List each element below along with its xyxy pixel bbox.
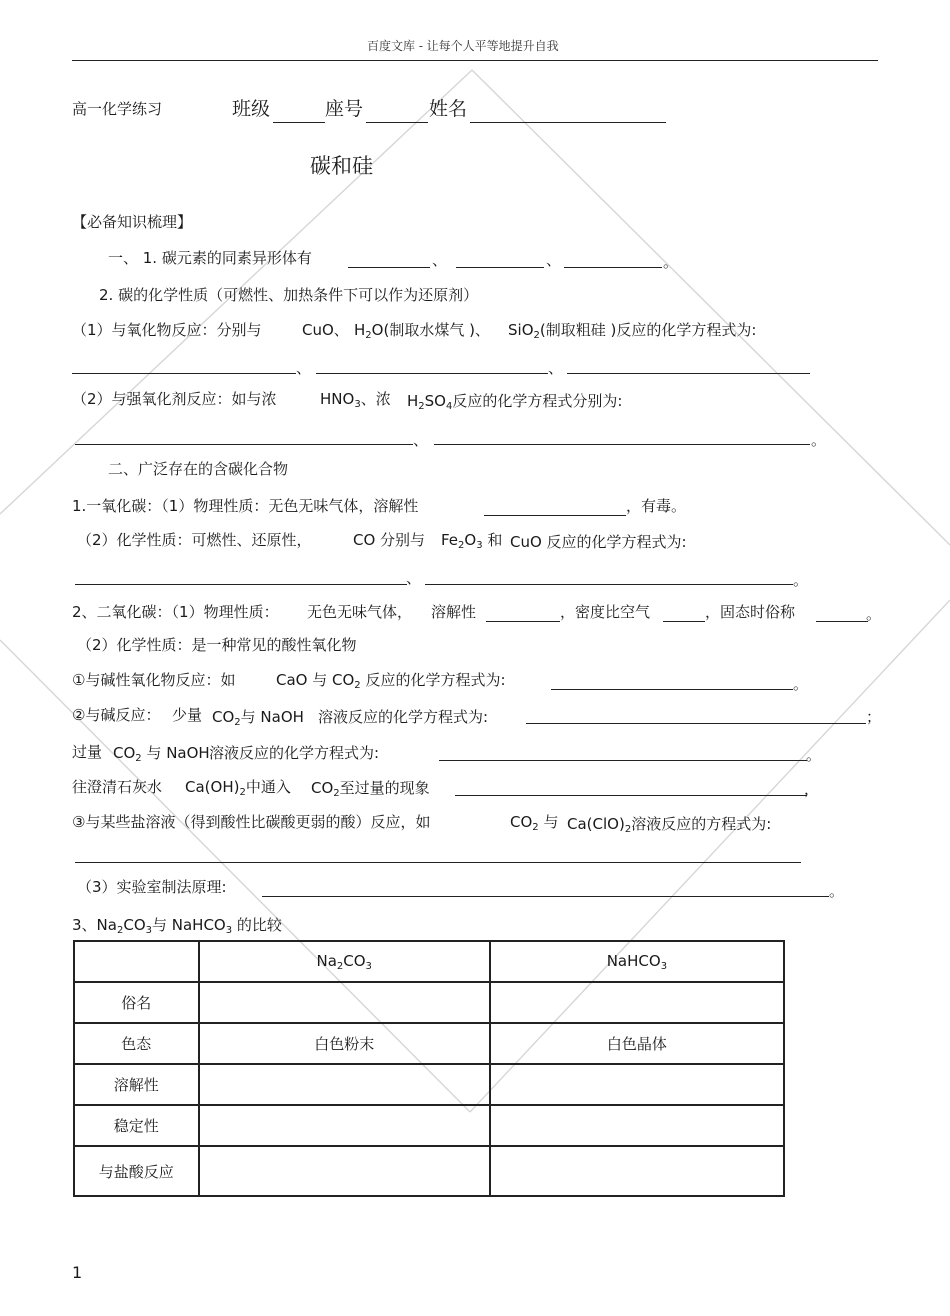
comma: ，: [804, 780, 820, 798]
sep: 、: [413, 431, 429, 449]
small-amount: 少量: [172, 706, 203, 724]
allotrope-blank-1[interactable]: [348, 267, 430, 268]
name-blank[interactable]: [470, 122, 666, 123]
formula-sio2: SiO$_2$(制取粗硅 )反应的化学方程式为:: [508, 321, 757, 341]
answer-blank[interactable]: [551, 689, 793, 690]
answer-blank[interactable]: [439, 760, 807, 761]
answer-blank[interactable]: [262, 896, 829, 897]
answer-blank[interactable]: [72, 373, 296, 374]
formula-h2so4: $H_2SO_4$反应的化学方程式分别为:: [407, 392, 623, 412]
na2co3-cell[interactable]: [199, 1146, 490, 1196]
end-mark: 。: [811, 431, 827, 449]
allotrope-question: 一、 1. 碳元素的同素异形体有: [108, 249, 312, 267]
co2-physical-desc: 无色无味气体，: [307, 603, 413, 621]
sep: 、: [432, 251, 448, 269]
nahco3-cell[interactable]: [490, 1064, 784, 1105]
reaction-basic-oxide: ①与碱性氧化物反应：如: [72, 671, 236, 689]
na2co3-cell[interactable]: 白色粉末: [199, 1023, 490, 1064]
end-mark: 。: [829, 882, 845, 900]
co-solubility-blank[interactable]: [484, 515, 626, 516]
formula-cao-co2: CaO 与 $CO_2$ 反应的化学方程式为:: [276, 671, 506, 691]
end-mark: 。: [866, 605, 882, 623]
answer-blank[interactable]: [434, 444, 810, 445]
table-header-na2co3: $Na_2CO_3$: [199, 941, 490, 982]
row-label: 溶解性: [74, 1064, 199, 1105]
answer-blank[interactable]: [425, 584, 793, 585]
row-label: 色态: [74, 1023, 199, 1064]
table-header-nahco3: NaHCO$_3$: [490, 941, 784, 982]
co2-density-label: ，密度比空气: [560, 603, 651, 621]
co2-physical: 2、二氧化碳：（1）物理性质：: [72, 603, 279, 621]
answer-blank[interactable]: [567, 373, 810, 374]
table-header-row: [74, 941, 784, 982]
table-row: [74, 982, 784, 1023]
answer-blank[interactable]: [75, 444, 413, 445]
co-react-cuo: CuO 反应的化学方程式为:: [510, 533, 687, 551]
name-label: 姓名: [429, 98, 468, 120]
lab-preparation-question: （3）实验室制法原理:: [77, 878, 227, 896]
co-physical: 1.一氧化碳：（1）物理性质：无色无味气体，溶解性: [72, 497, 419, 515]
doc-header: 百度文库 - 让每个人平等地提升自我: [367, 39, 559, 53]
course-label: 高一化学练习: [72, 100, 163, 118]
formula-fe2o3: $Fe_2O_3$ 和: [441, 531, 503, 551]
class-label: 班级: [232, 98, 271, 120]
formula-cuo: CuO、: [302, 321, 349, 339]
end-mark: 。: [793, 675, 809, 693]
end-mark: 。: [806, 746, 822, 764]
table-header-empty: [74, 941, 199, 982]
sep: 、: [548, 359, 564, 377]
class-blank[interactable]: [273, 122, 325, 123]
formula-hno3: $HNO_3$、浓: [320, 390, 391, 410]
row-label: 与盐酸反应: [74, 1146, 199, 1196]
page-title: 碳和硅: [310, 154, 373, 178]
end-mark: 。: [793, 571, 809, 589]
formula-caoh2: $Ca(OH)_2$中通入: [185, 778, 291, 798]
salt-reaction-question: ③与某些盐溶液（得到酸性比碳酸更弱的酸）反应，如: [72, 813, 431, 831]
table-row: [74, 1064, 784, 1105]
semicolon: ；: [866, 708, 882, 726]
reaction-base-excess: 过量: [72, 743, 103, 761]
seat-label: 座号: [325, 98, 364, 120]
nahco3-cell[interactable]: [490, 1105, 784, 1146]
table-row: [74, 1105, 784, 1146]
naoh-reaction-label: 溶液反应的化学方程式为:: [209, 744, 380, 762]
section-2-heading: 二、广泛存在的含碳化合物: [108, 460, 289, 478]
answer-blank[interactable]: [526, 723, 866, 724]
co2-solid-label: ，固态时俗称: [705, 603, 796, 621]
co-chemical: （2）化学性质：可燃性、还原性，: [77, 531, 312, 549]
co2-density-blank[interactable]: [663, 621, 705, 622]
end-mark: 。: [663, 253, 679, 271]
limewater-question: 往澄清石灰水: [72, 778, 163, 796]
answer-blank[interactable]: [455, 795, 807, 796]
sep: 、: [546, 251, 562, 269]
oxide-reaction-question: （1）与氧化物反应：分别与: [72, 321, 262, 339]
allotrope-blank-2[interactable]: [456, 267, 544, 268]
formula-co2: $CO_2$至过量的现象: [311, 779, 430, 799]
co-react: CO 分别与: [353, 531, 426, 549]
nahco3-cell[interactable]: [490, 982, 784, 1023]
reaction-base-small: ②与碱反应：: [72, 706, 161, 724]
table-row: [74, 1023, 784, 1064]
allotrope-blank-3[interactable]: [564, 267, 662, 268]
na2co3-cell[interactable]: [199, 982, 490, 1023]
sep: 、: [406, 569, 422, 587]
header-rule: [72, 60, 878, 61]
nahco3-cell[interactable]: 白色晶体: [490, 1023, 784, 1064]
section-heading: 【必备知识梳理】: [72, 213, 193, 231]
formula-co2-naoh: $CO_2$与 NaOH: [212, 708, 304, 728]
row-label: 俗名: [74, 982, 199, 1023]
page-number: 1: [72, 1263, 83, 1282]
co2-solubility-label: 溶解性: [431, 603, 477, 621]
sep: 、: [296, 359, 312, 377]
answer-blank[interactable]: [75, 862, 801, 863]
formula-h2o: $H_2O$(制取水煤气 )、: [354, 321, 490, 341]
naoh-reaction-label: 溶液反应的化学方程式为:: [318, 708, 489, 726]
co2-solubility-blank[interactable]: [486, 621, 560, 622]
comparison-heading: 3、$Na_2CO_3$与 NaHCO$_3$ 的比较: [72, 916, 282, 936]
row-label: 稳定性: [74, 1105, 199, 1146]
oxidizer-question: （2）与强氧化剂反应：如与浓: [72, 390, 277, 408]
carbon-properties: 2. 碳的化学性质（可燃性、加热条件下可以作为还原剂）: [99, 286, 479, 304]
co2-solid-blank[interactable]: [816, 621, 868, 622]
na2co3-cell[interactable]: [199, 1105, 490, 1146]
table-row: [74, 1146, 784, 1196]
nahco3-cell[interactable]: [490, 1146, 784, 1196]
formula-co2-naoh: $CO_2$ 与 NaOH: [113, 744, 210, 764]
co2-chemical: （2）化学性质：是一种常见的酸性氧化物: [77, 636, 357, 654]
co-physical-end: ，有毒。: [626, 497, 687, 515]
na2co3-cell[interactable]: [199, 1064, 490, 1105]
answer-blank[interactable]: [316, 373, 548, 374]
formula-caclo2: $Ca(ClO)_2$溶液反应的方程式为:: [567, 815, 772, 835]
comparison-table: [73, 940, 785, 1197]
answer-blank[interactable]: [75, 584, 407, 585]
formula-co2-caclo2: $CO_2$ 与: [510, 813, 559, 833]
seat-blank[interactable]: [366, 122, 428, 123]
